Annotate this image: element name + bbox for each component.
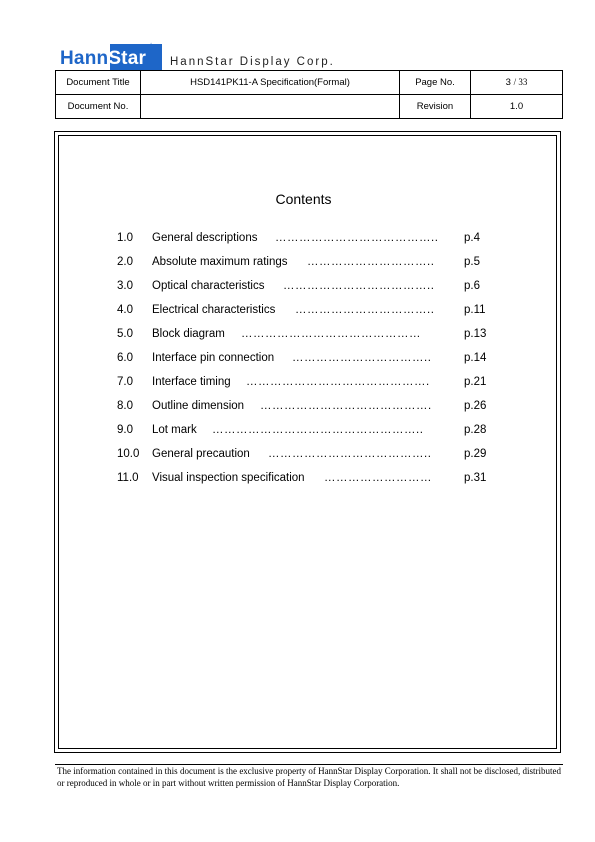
table-of-contents	[0, 232, 595, 496]
toc-title: Absolute maximum ratings	[152, 256, 288, 268]
toc-title: Block diagram	[152, 328, 225, 340]
toc-row	[0, 256, 595, 280]
toc-row	[0, 280, 595, 304]
footer-notice: The information contained in this document is the exclusive property of HannStar Display Corporation. It shall not be disclosed, distributed or reproduced in whole or in part without written permission of HannStar Display Corporation.	[57, 766, 561, 788]
toc-page-ref: p.13	[464, 328, 487, 340]
toc-title: General precaution	[152, 448, 250, 460]
toc-dot-leader: ……………………………………….	[246, 376, 430, 388]
page-no-label: Page No.	[400, 71, 471, 95]
page-total: / 33	[513, 77, 528, 87]
toc-page-ref: p.21	[464, 376, 487, 388]
logo-text: HannStar	[60, 48, 147, 69]
toc-dot-leader: …………………………………..	[275, 232, 439, 244]
document-header-table	[55, 70, 563, 119]
revision-label: Revision	[400, 95, 471, 119]
toc-title: Lot mark	[152, 424, 197, 436]
toc-number: 1.0	[117, 232, 133, 244]
toc-number: 5.0	[117, 328, 133, 340]
toc-row	[0, 376, 595, 400]
toc-dot-leader: ……………………………..	[295, 304, 435, 316]
toc-row	[0, 328, 595, 352]
toc-row	[0, 304, 595, 328]
toc-row	[0, 352, 595, 376]
toc-number: 8.0	[117, 400, 133, 412]
page-no-value	[471, 71, 563, 95]
doc-no-value	[141, 95, 400, 119]
page-current: 3	[505, 77, 511, 88]
toc-page-ref: p.31	[464, 472, 487, 484]
toc-page-ref: p.5	[464, 256, 480, 268]
toc-number: 4.0	[117, 304, 133, 316]
company-name: HannStar Display Corp.	[170, 56, 335, 68]
toc-page-ref: p.14	[464, 352, 487, 364]
toc-title: Visual inspection specification	[152, 472, 305, 484]
toc-number: 3.0	[117, 280, 133, 292]
toc-title: General descriptions	[152, 232, 258, 244]
toc-number: 2.0	[117, 256, 133, 268]
toc-dot-leader: ………………………………………	[241, 328, 421, 340]
toc-title: Optical characteristics	[152, 280, 265, 292]
toc-dot-leader: ……………………………………………..	[212, 424, 424, 436]
toc-title: Interface timing	[152, 376, 231, 388]
doc-title-value: HSD141PK11-A Specification(Formal)	[141, 71, 400, 95]
toc-row	[0, 232, 595, 256]
revision-value: 1.0	[471, 95, 563, 119]
toc-title: Interface pin connection	[152, 352, 275, 364]
toc-page-ref: p.29	[464, 448, 487, 460]
toc-number: 9.0	[117, 424, 133, 436]
toc-page-ref: p.28	[464, 424, 487, 436]
toc-title: Outline dimension	[152, 400, 245, 412]
hannstar-logo	[58, 42, 166, 70]
toc-page-ref: p.6	[464, 280, 480, 292]
toc-number: 10.0	[117, 448, 140, 460]
toc-row	[0, 400, 595, 424]
toc-dot-leader: ……………………………..	[292, 352, 432, 364]
toc-number: 7.0	[117, 376, 133, 388]
toc-dot-leader: …………………………………….	[260, 400, 432, 412]
toc-dot-leader: …………………………………..	[268, 448, 432, 460]
toc-title: Electrical characteristics	[152, 304, 276, 316]
toc-dot-leader: ………………………………..	[283, 280, 435, 292]
toc-page-ref: p.26	[464, 400, 487, 412]
toc-number: 6.0	[117, 352, 133, 364]
doc-title-label: Document Title	[56, 71, 141, 95]
sparkle-icon: ✦	[146, 40, 157, 54]
toc-row	[0, 472, 595, 496]
toc-dot-leader: ………………………	[324, 472, 432, 484]
toc-page-ref: p.4	[464, 232, 480, 244]
toc-row	[0, 448, 595, 472]
toc-number: 11.0	[117, 472, 139, 484]
contents-title: Contents	[275, 191, 332, 207]
doc-no-label: Document No.	[56, 95, 141, 119]
toc-page-ref: p.11	[464, 304, 486, 316]
toc-dot-leader: …………………………..	[307, 256, 435, 268]
toc-row	[0, 424, 595, 448]
